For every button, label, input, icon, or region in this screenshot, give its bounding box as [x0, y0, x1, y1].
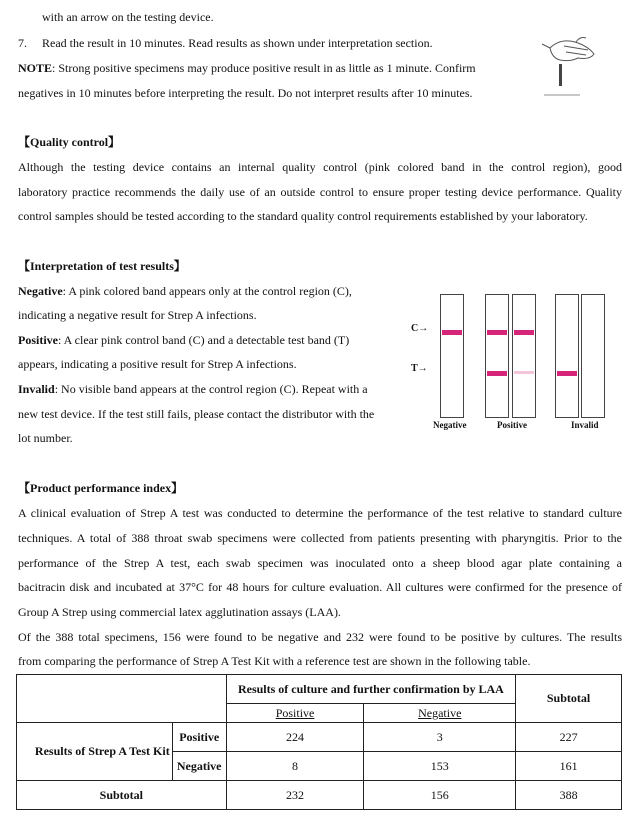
positive-line-1	[18, 332, 349, 348]
negative-label: Negative	[18, 284, 63, 298]
col-header-negative: Negative	[364, 704, 516, 723]
perf-p1-line-4: bacitracin disk and incubated at 37°C for 48 hours for culture evaluation. All cultures were confirmed for the presence of	[18, 580, 622, 594]
right-arrow-icon: →	[418, 323, 429, 334]
step-continuation: with an arrow on the testing device.	[42, 10, 214, 24]
cell-sub-total: 388	[516, 781, 622, 810]
label-negative: Negative	[433, 420, 467, 430]
strip-invalid-1	[555, 294, 579, 418]
cell-sub-neg: 156	[364, 781, 516, 810]
label-invalid: Invalid	[571, 420, 599, 430]
test-result-diagram	[405, 290, 615, 435]
invalid-line-1	[18, 381, 368, 397]
perf-p1-line-3: performance of the Strep A test, each swab specimen was inoculated onto a sheep blood agar plate containing a	[18, 556, 622, 570]
control-band	[487, 330, 507, 335]
test-band	[557, 371, 577, 376]
cell-pos-pos: 224	[226, 723, 364, 752]
note-line-1	[18, 60, 476, 76]
t-label: T	[411, 363, 418, 374]
row-header-positive: Positive	[172, 723, 226, 752]
invalid-line-2: new test device. If the test still fails, please contact the distributor with the	[18, 407, 375, 421]
cell-neg-pos: 8	[226, 752, 364, 781]
control-band	[514, 330, 534, 335]
hand-reading-illustration	[520, 28, 605, 100]
cell-pos-neg: 3	[364, 723, 516, 752]
subtotal-header: Subtotal	[516, 675, 622, 723]
strip-invalid-2	[581, 294, 605, 418]
qc-line-1: Although the testing device contains an internal quality control (pink colored band in the control region), good	[18, 160, 622, 174]
invalid-label: Invalid	[18, 382, 55, 396]
perf-p2-line-2: from comparing the performance of Strep A Test Kit with a reference test are shown in the following table.	[18, 654, 531, 668]
perf-p1-line-2: techniques. A total of 388 throat swab specimens were collected from patients presenting with pharyngitis. Prior to the	[18, 531, 622, 545]
perf-p2-line-1: Of the 388 total specimens, 156 were found to be negative and 232 were found to be positive by cultures. The results	[18, 630, 622, 644]
row-header-negative: Negative	[172, 752, 226, 781]
note-text-1: : Strong positive specimens may produce positive result in as little as 1 minute. Confirm	[52, 61, 476, 75]
section-heading-performance: 【Product performance index】	[18, 481, 184, 495]
note-label: NOTE	[18, 61, 53, 75]
cell-neg-neg: 153	[364, 752, 516, 781]
qc-line-2: laboratory practice recommends the daily use of an outside control to ensure proper testing device performance. Quality	[18, 185, 622, 199]
section-heading-interpretation: 【Interpretation of test results】	[18, 259, 186, 273]
negative-text: : A pink colored band appears only at the control region (C),	[62, 284, 352, 298]
control-band	[442, 330, 462, 335]
control-marker	[411, 323, 428, 334]
table-corner-cell	[17, 675, 227, 723]
label-positive: Positive	[497, 420, 527, 430]
row-header-subtotal: Subtotal	[17, 781, 227, 810]
negative-line-1	[18, 283, 352, 299]
strip-negative	[440, 294, 464, 418]
table-row	[17, 781, 622, 810]
perf-p1-line-1: A clinical evaluation of Strep A test was conducted to determine the performance of the test relative to standard culture	[18, 506, 622, 520]
col-header-positive: Positive	[226, 704, 364, 723]
row-group-label: Results of Strep A Test Kit	[17, 723, 173, 781]
cell-neg-subtotal: 161	[516, 752, 622, 781]
right-arrow-icon: →	[417, 363, 428, 374]
culture-header: Results of culture and further confirmation by LAA	[226, 675, 515, 704]
strip-positive-faint	[512, 294, 536, 418]
cell-pos-subtotal: 227	[516, 723, 622, 752]
test-marker	[411, 363, 428, 374]
test-band-faint	[514, 371, 534, 374]
section-heading-quality-control: 【Quality control】	[18, 135, 121, 149]
cell-sub-pos: 232	[226, 781, 364, 810]
c-label: C	[411, 323, 419, 334]
invalid-text: : No visible band appears at the control region (C). Repeat with a	[54, 382, 368, 396]
positive-label: Positive	[18, 333, 58, 347]
qc-line-3: control samples should be tested according to the standard quality control requirements established by your laboratory.	[18, 209, 588, 223]
step-7-number: 7.	[18, 36, 27, 50]
note-line-2: negatives in 10 minutes before interpreting the result. Do not interpret results after 10 minutes.	[18, 86, 473, 100]
negative-line-2: indicating a negative result for Strep A infections.	[18, 308, 257, 322]
step-7	[18, 35, 433, 51]
positive-text: : A clear pink control band (C) and a detectable test band (T)	[58, 333, 350, 347]
table-row	[17, 723, 622, 752]
results-table	[16, 674, 622, 810]
positive-line-2: appears, indicating a positive result for Strep A infections.	[18, 357, 297, 371]
strip-positive-strong	[485, 294, 509, 418]
invalid-line-3: lot number.	[18, 431, 73, 445]
step-7-text: Read the result in 10 minutes. Read results as shown under interpretation section.	[42, 36, 433, 50]
test-band	[487, 371, 507, 376]
perf-p1-line-5: Group A Strep using commercial latex agglutination assays (LAA).	[18, 605, 341, 619]
